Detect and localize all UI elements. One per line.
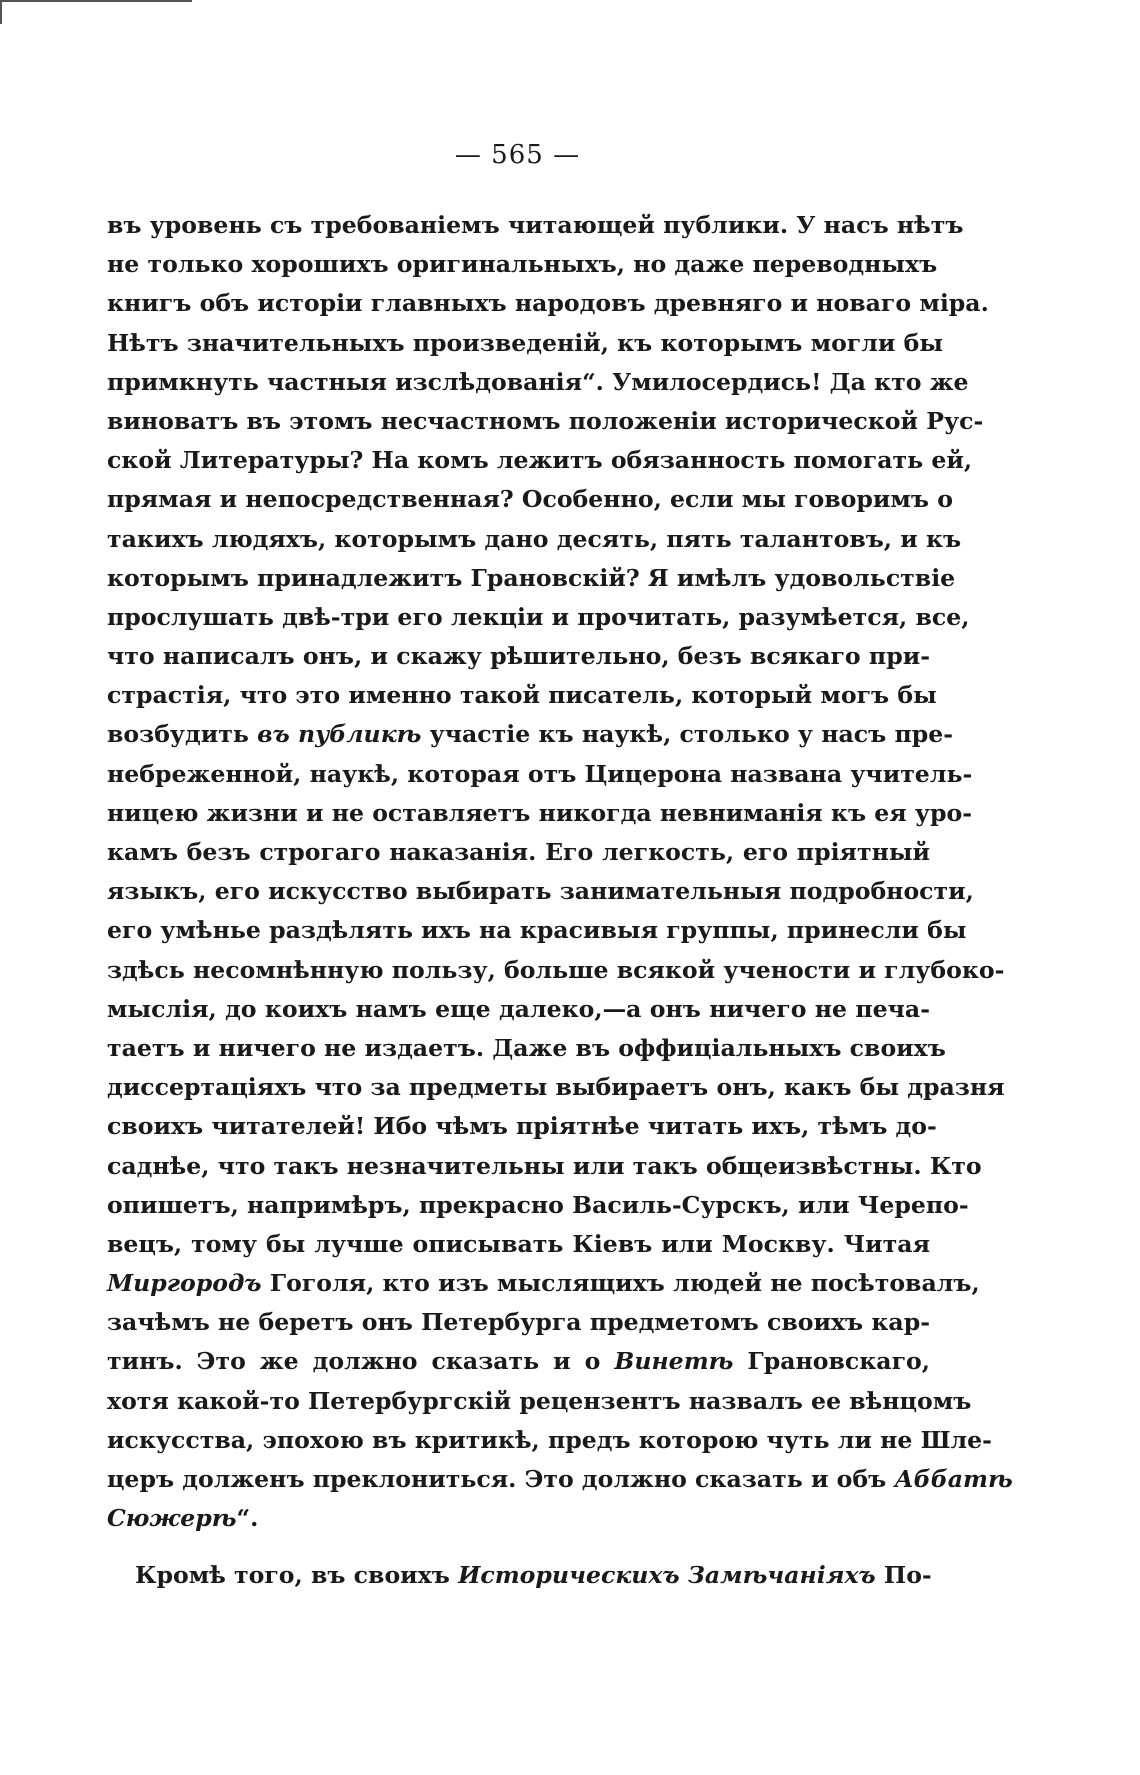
text-line [107,1029,946,1068]
body-text [107,206,1013,1596]
text-run: По- [875,1561,932,1590]
text-run: не только хорошихъ оригинальныхъ, но даже переводныхъ [107,250,938,279]
italic-title: Миргородъ [107,1269,262,1298]
text-line [107,598,970,637]
text-run: хотя какой-то Петербургскій рецензентъ назвалъ ее вѣнцомъ [107,1386,972,1415]
italic-title: Историческихъ Замѣчаніяхъ [458,1561,876,1590]
text-line [107,1382,972,1421]
text-line [107,911,967,950]
text-run: что написалъ онъ, и скажу рѣшительно, безъ всякаго при- [107,642,930,671]
scan-corner-mark [0,0,192,24]
text-line [107,1556,930,1595]
text-run: въ уровень съ требованіемъ читающей публики. У насъ нѣтъ [107,211,964,239]
text-run: Нѣтъ значительныхъ произведеній, къ которымъ могли бы [107,328,943,357]
text-line [107,1068,1005,1107]
text-run: прослушать двѣ-три его лекціи и прочитать, разумѣется, все, [107,602,970,631]
text-run: диссертаціяхъ что за предметы выбираетъ онъ, какъ бы дразня [107,1073,1005,1102]
text-run: вецъ, тому бы лучше описывать Кіевъ или Москву. Читая [107,1229,930,1258]
text-line [107,715,954,754]
text-run: саднѣе, что такъ незначительны или такъ общеизвѣстны. Кто [107,1151,982,1180]
text-run: такихъ людяхъ, которымъ дано десять, пять талантовъ, и къ [107,524,962,553]
text-line [107,1186,969,1225]
text-run: опишетъ, напримѣръ, прекрасно Василь-Сурскъ, или Черепо- [107,1190,969,1219]
text-line [107,1460,1013,1499]
text-line [107,559,956,598]
text-run: здѣсь несомнѣнную пользу, больше всякой учености и глубоко- [107,955,1005,984]
text-line [107,324,943,363]
text-run: Грановскаго, [733,1347,930,1376]
text-run: языкъ, его искусство выбирать занимательныя подробности, [107,877,974,906]
text-run: участіе къ наукѣ, столько у насъ пре- [421,720,954,749]
text-line [107,1264,980,1303]
text-run: камъ безъ строгаго наказанія. Его легкость, его пріятный [107,838,930,866]
text-line [107,951,1005,990]
italic-title: въ публикѣ [257,720,422,749]
text-run: тинъ. Это же должно сказать и о [107,1347,615,1376]
italic-title: Сюжерѣ [107,1504,237,1533]
text-run: Кромѣ того, въ своихъ [135,1561,459,1590]
text-run: страстія, что это именно такой писатель, который могъ бы [107,681,937,710]
text-run: книгъ объ исторіи главныхъ народовъ древняго и новаго міра. [107,289,989,318]
text-line [107,363,969,402]
page-number: — 565 — [454,140,581,170]
text-line [107,1499,930,1538]
text-line [107,284,989,323]
text-line [107,833,930,872]
text-line [107,1303,930,1342]
text-run: искусства, эпохою въ критикѣ, предъ которою чуть ли не Шле- [107,1425,992,1454]
text-run: “. [236,1504,259,1533]
text-run: которымъ принадлежитъ Грановскій? Я имѣлъ удовольствіе [107,563,956,592]
text-line [107,1421,992,1460]
text-line [107,402,984,441]
text-run: Гоголя, кто изъ мыслящихъ людей не посѣтовалъ, [261,1269,980,1298]
text-run: ской Литературы? На комъ лежитъ обязанность помогать ей, [107,446,973,475]
text-run: его умѣнье раздѣлять ихъ на красивыя группы, принесли бы [107,916,967,945]
text-line [107,1107,937,1146]
text-line [107,206,964,245]
text-run: небреженной, наукѣ, которая отъ Цицерона названа учитель- [107,759,973,788]
text-run: своихъ читателей! Ибо чѣмъ пріятнѣе читать ихъ, тѣмъ до- [107,1112,937,1141]
text-run: возбудить [107,720,258,749]
text-run: мыслія, до коихъ намъ еще далеко,—а онъ ничего не печа- [107,994,930,1023]
text-line [107,676,937,715]
text-line [107,990,930,1029]
text-run: церъ долженъ преклониться. Это должно сказать и объ [107,1465,895,1493]
text-line [107,1225,930,1264]
text-line [107,1342,930,1381]
text-line [107,1147,982,1186]
text-line [107,794,973,833]
text-line [107,245,938,284]
text-line [107,637,930,676]
text-run: примкнуть частныя изслѣдованія“. Умилосердись! Да кто же [107,367,969,396]
italic-title: Винетѣ [614,1347,734,1376]
text-line [107,872,974,911]
italic-title: Аббатѣ [894,1465,1013,1493]
paragraph-gap [107,1538,930,1556]
text-line [107,755,973,794]
text-line [107,480,953,519]
text-run: ницею жизни и не оставляетъ никогда невниманія къ ея уро- [107,798,973,827]
text-run: виноватъ въ этомъ несчастномъ положеніи исторической Рус- [107,406,984,435]
text-line [107,520,962,559]
text-run: таетъ и ничего не издаетъ. Даже въ оффиціальныхъ своихъ [107,1033,946,1062]
text-run: зачѣмъ не беретъ онъ Петербурга предметомъ своихъ кар- [107,1308,930,1337]
text-line [107,441,973,480]
text-run: прямая и непосредственная? Особенно, если мы говоримъ о [107,485,953,514]
